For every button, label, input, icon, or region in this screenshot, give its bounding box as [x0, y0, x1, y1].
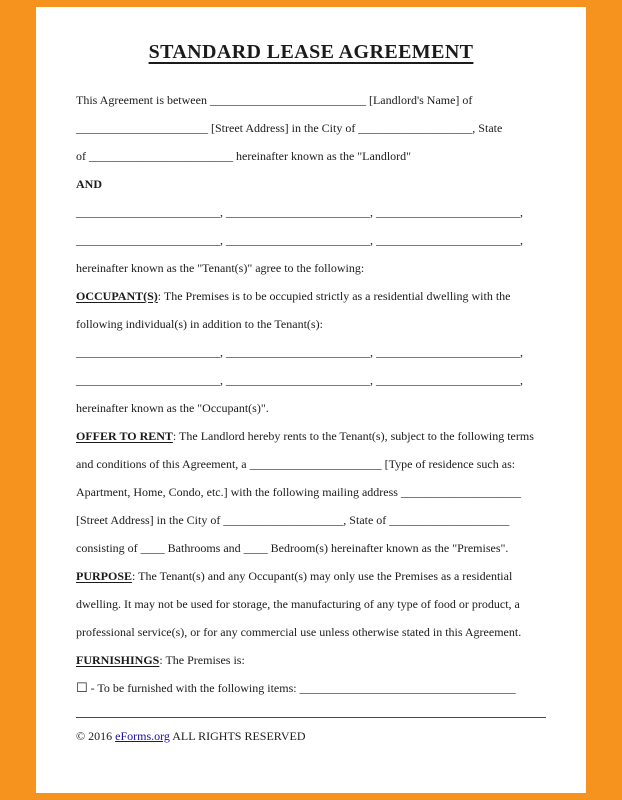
eforms-link[interactable]: eForms.org — [115, 729, 170, 743]
purpose-line-1-text: : The Tenant(s) and any Occupant(s) may only use the Premises as a residential — [132, 569, 513, 583]
document-title: STANDARD LEASE AGREEMENT — [148, 41, 474, 63]
occupants-heading: OCCUPANT(S) — [76, 289, 158, 303]
offer-line-1-text: : The Landlord hereby rents to the Tenant(s), subject to the following terms — [172, 429, 534, 443]
tenant-blank-line-1: ________________________, ________________________, ________________________, — [76, 205, 523, 219]
footer-divider — [76, 717, 546, 718]
intro-line-3: of ________________________ hereinafter known as the "Landlord" — [76, 149, 412, 163]
occupants-line-2: following individual(s) in addition to the Tenant(s): — [76, 317, 323, 331]
rights-reserved-text: ALL RIGHTS RESERVED — [169, 729, 306, 743]
footer — [76, 722, 546, 750]
purpose-heading: PURPOSE — [76, 569, 133, 583]
tenant-known-line: hereinafter known as the "Tenant(s)" agree to the following: — [76, 261, 365, 275]
and-label: AND — [76, 177, 102, 191]
offer-line-1 — [76, 422, 546, 450]
tenant-blank-line-2: ________________________, ________________________, ________________________, — [76, 233, 523, 247]
occupants-line-1-text: : The Premises is to be occupied strictly as a residential dwelling with the — [157, 289, 511, 303]
occupant-blank-line-2: ________________________, ________________________, ________________________, — [76, 373, 523, 387]
offer-to-rent-heading: OFFER TO RENT — [76, 429, 173, 443]
offer-line-5: consisting of ____ Bathrooms and ____ Bedroom(s) hereinafter known as the "Premises". — [76, 541, 509, 555]
offer-line-2: and conditions of this Agreement, a ______________________ [Type of residence such as: — [76, 457, 516, 471]
intro-line-1: This Agreement is between __________________________ [Landlord's Name] of — [76, 93, 473, 107]
purpose-line-1 — [76, 562, 546, 590]
furnished-option-text: - To be furnished with the following items: ____________________________________ — [87, 681, 516, 695]
offer-line-3: Apartment, Home, Condo, etc.] with the following mailing address ____________________ — [76, 485, 521, 499]
occupants-line-1 — [76, 282, 546, 310]
intro-line-2: ______________________ [Street Address] in the City of ___________________, State — [76, 121, 503, 135]
lease-document — [36, 7, 586, 793]
copyright-text: © 2016 — [76, 729, 116, 743]
occupant-known-line: hereinafter known as the "Occupant(s)". — [76, 401, 269, 415]
furnishings-line-1-text: : The Premises is: — [159, 653, 245, 667]
purpose-line-2: dwelling. It may not be used for storage, the manufacturing of any type of food or product, a — [76, 597, 520, 611]
furnished-checkbox[interactable]: ☐ — [76, 681, 88, 696]
offer-line-4: [Street Address] in the City of ____________________, State of ____________________ — [76, 513, 510, 527]
furnishings-heading: FURNISHINGS — [76, 653, 160, 667]
furnished-option-line — [76, 674, 546, 703]
occupant-blank-line-1: ________________________, ________________________, ________________________, — [76, 345, 523, 359]
furnishings-line-1 — [76, 646, 546, 674]
purpose-line-3: professional service(s), or for any commercial use unless otherwise stated in this Agreement. — [76, 625, 522, 639]
